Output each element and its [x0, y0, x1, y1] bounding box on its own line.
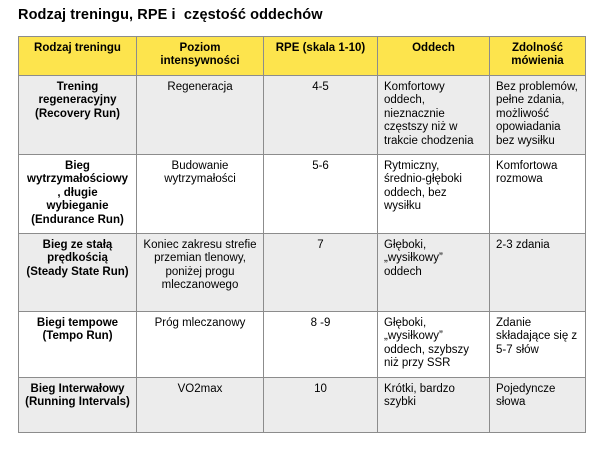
cell-breathing: Głęboki, „wysiłkowy” oddech, szybszy niż przy SSR — [378, 312, 490, 378]
cell-rpe: 7 — [264, 234, 378, 312]
cell-intensity-level: Regeneracja — [137, 76, 264, 155]
table-body — [19, 76, 586, 433]
table-row — [19, 155, 586, 234]
cell-rpe: 10 — [264, 378, 378, 433]
table-row — [19, 378, 586, 433]
cell-training-type: Bieg Interwałowy (Running Intervals) — [19, 378, 137, 433]
cell-training-type: Trening regeneracyjny (Recovery Run) — [19, 76, 137, 155]
cell-rpe: 8 -9 — [264, 312, 378, 378]
table-header — [19, 37, 586, 76]
cell-speaking-ability: Bez problemów, pełne zdania, możliwość opowiadania bez wysiłku — [490, 76, 586, 155]
page-title: Rodzaj treningu, RPE i częstość oddechów — [18, 7, 323, 23]
cell-intensity-level: Koniec zakresu strefie przemian tlenowy, poniżej progu mleczanowego — [137, 234, 264, 312]
cell-intensity-level: Próg mleczanowy — [137, 312, 264, 378]
header-rpe-scale: RPE (skala 1-10) — [264, 37, 378, 76]
cell-intensity-level: VO2max — [137, 378, 264, 433]
cell-intensity-level: Budowanie wytrzymałości — [137, 155, 264, 234]
header-speaking-ability: Zdolność mówienia — [490, 37, 586, 76]
cell-breathing: Krótki, bardzo szybki — [378, 378, 490, 433]
table-row — [19, 234, 586, 312]
cell-breathing: Głęboki, „wysiłkowy” oddech — [378, 234, 490, 312]
table-row — [19, 312, 586, 378]
header-breathing: Oddech — [378, 37, 490, 76]
cell-training-type: Bieg wytrzymałościowy , długie wybieganie (Endurance Run) — [19, 155, 137, 234]
rpe-table — [18, 36, 586, 433]
cell-rpe: 4-5 — [264, 76, 378, 155]
header-training-type: Rodzaj treningu — [19, 37, 137, 76]
cell-breathing: Komfortowy oddech, nieznacznie częstszy niż w trakcie chodzenia — [378, 76, 490, 155]
cell-speaking-ability: Pojedyncze słowa — [490, 378, 586, 433]
header-intensity-level: Poziom intensywności — [137, 37, 264, 76]
table-row — [19, 76, 586, 155]
cell-speaking-ability: Zdanie składające się z 5-7 słów — [490, 312, 586, 378]
header-row — [19, 37, 586, 76]
cell-speaking-ability: Komfortowa rozmowa — [490, 155, 586, 234]
cell-rpe: 5-6 — [264, 155, 378, 234]
cell-breathing: Rytmiczny, średnio-głęboki oddech, bez wysiłku — [378, 155, 490, 234]
cell-training-type: Biegi tempowe (Tempo Run) — [19, 312, 137, 378]
cell-training-type: Bieg ze stałą prędkością (Steady State Run) — [19, 234, 137, 312]
cell-speaking-ability: 2-3 zdania — [490, 234, 586, 312]
